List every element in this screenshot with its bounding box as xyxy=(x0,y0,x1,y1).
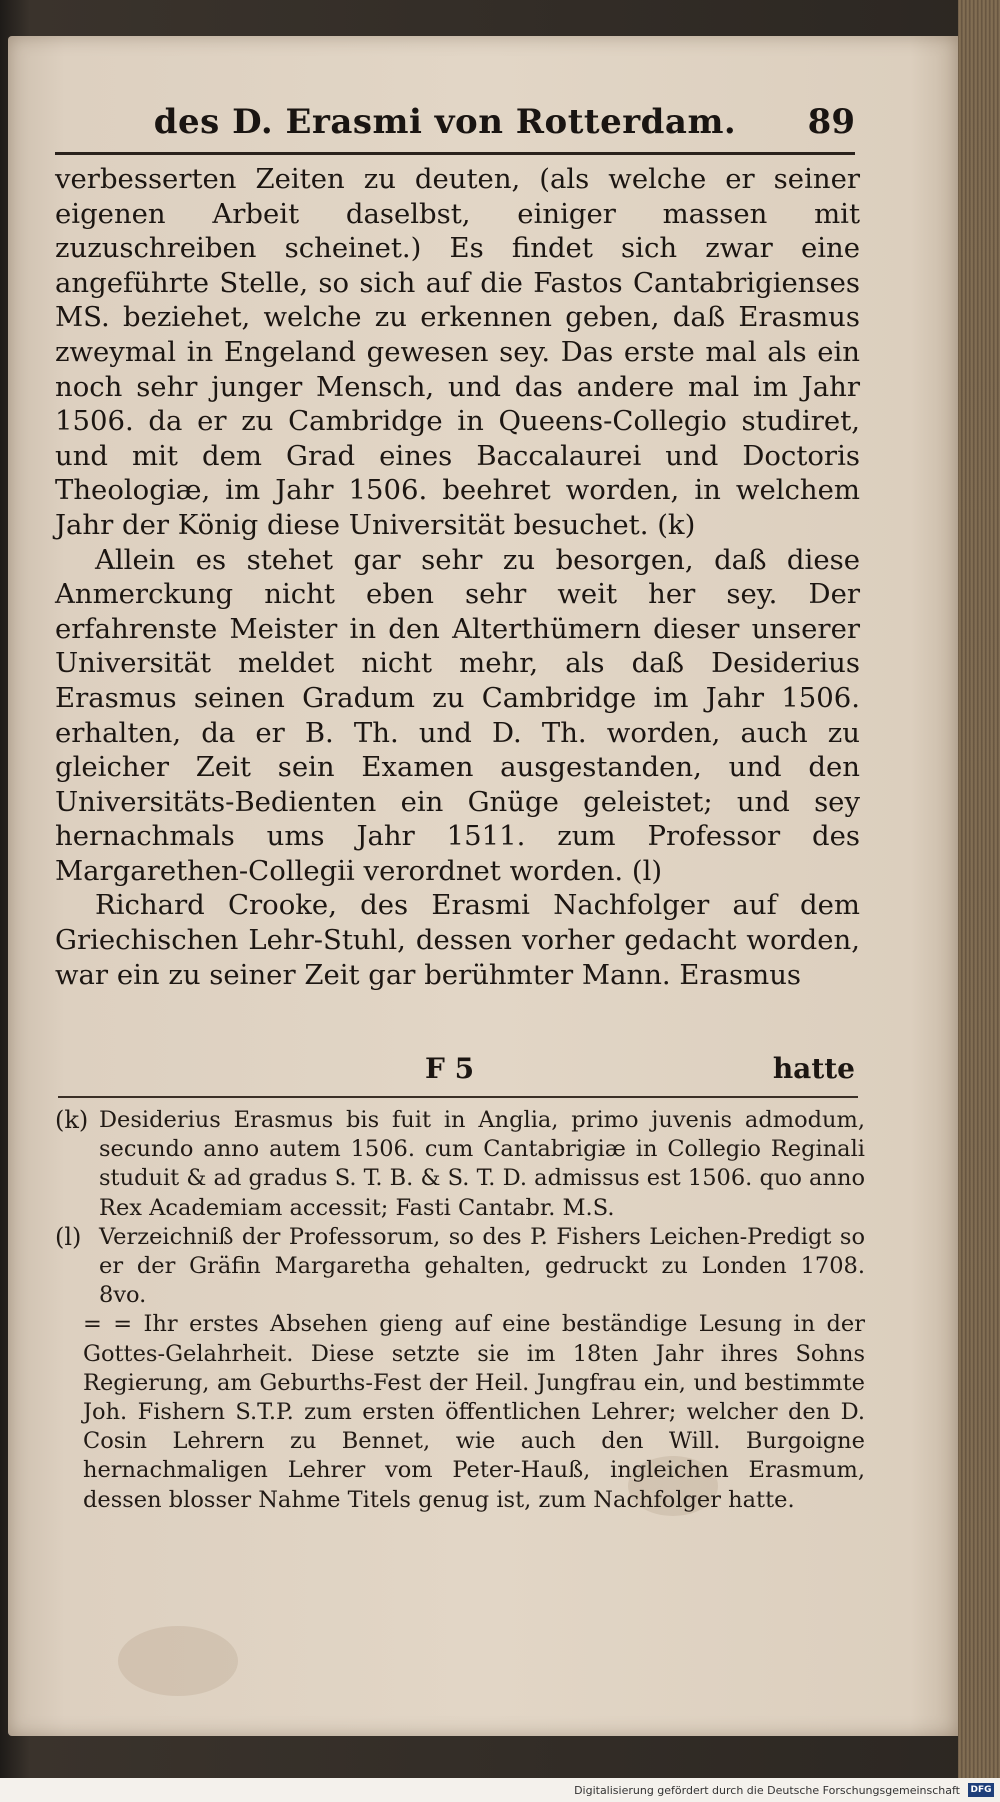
catchword: hatte xyxy=(772,1052,855,1085)
footnote-continuation: = = Ihr erstes Absehen gieng auf eine beständige Lesung in der Gottes-Gelahrheit. Diese setzte sie im 18ten Jahr ihres Sohns Regierung, am Geburths-Fest der Heil. Jungfrau ein, und bestimmte Joh. Fishern S.T.P. zum ersten öffentlichen Lehrer; welcher den D. Cosin Lehrern zu Bennet, wie auch den Will. Burgoigne hernachmaligen Lehrer vom Peter-Hauß, ingleichen Erasmum, dessen blosser Nahme Titels genug ist, zum Nachfolger hatte. xyxy=(83,1311,865,1513)
footer-credit: Digitalisierung gefördert durch die Deutsche Forschungsgemeinschaft xyxy=(574,1783,960,1797)
body-paragraph: Richard Crooke, des Erasmi Nachfolger auf dem Griechischen Lehr-Stuhl, dessen vorher gedacht worden, war ein zu seiner Zeit gar berühmter Mann. Erasmus xyxy=(55,889,860,991)
footnote-mark: (l) xyxy=(55,1222,82,1251)
digitization-footer xyxy=(0,1778,1000,1802)
signature-line xyxy=(55,1052,855,1092)
main-text xyxy=(55,162,860,992)
page-header xyxy=(55,92,855,142)
footnote-mark: (k) xyxy=(55,1106,89,1134)
page-number: 89 xyxy=(807,102,855,142)
running-title: des D. Erasmi von Rotterdam. xyxy=(153,102,737,142)
footnote-text: Desiderius Erasmus bis fuit in Anglia, primo juvenis admodum, secundo anno autem 1506. cum Cantabrigiæ in Collegio Reginali studuit & ad gradus S. T. B. & S. T. D. admissus est 1506. quo anno Rex Academiam accessit; Fasti Cantabr. M.S. xyxy=(99,1107,865,1221)
header-rule xyxy=(55,152,855,155)
body-paragraph: verbesserten Zeiten zu deuten, (als welche er seiner eigenen Arbeit daselbst, einiger massen mit zuzuschreiben scheinet.) Es findet sich zwar eine angeführte Stelle, so sich auf die Fastos Cantabrigienses MS. beziehet, welche zu erkennen geben, daß Erasmus zweymal in Engeland gewesen sey. Das erste mal als ein noch sehr junger Mensch, und das andere mal im Jahr 1506. da er zu Cambridge in Queens-Collegio studiret, und mit dem Grad eines Baccalaurei und Doctoris Theologiæ, im Jahr 1506. beehret worden, in welchem Jahr der König diese Universität besuchet. (k) xyxy=(55,163,860,541)
footnotes xyxy=(55,1106,865,1515)
footnote xyxy=(55,1223,865,1311)
book-edge xyxy=(958,0,1000,1802)
paper-stain xyxy=(118,1626,238,1696)
dfg-logo-icon: DFG xyxy=(968,1783,994,1797)
footnote-rule xyxy=(58,1096,858,1098)
body-paragraph: Allein es stehet gar sehr zu besorgen, daß diese Anmerckung nicht eben sehr weit her sey. Der erfahrenste Meister in den Alterthümern dieser unserer Universität meldet nicht mehr, als daß Desiderius Erasmus seinen Gradum zu Cambridge im Jahr 1506. erhalten, da er B. Th. und D. Th. worden, auch zu gleicher Zeit sein Examen ausgestanden, und den Universitäts-Bedienten ein Gnüge geleistet; und sey hernachmals ums Jahr 1511. zum Professor des Margarethen-Collegii verordnet worden. (l) xyxy=(55,543,860,887)
footnote-text: Verzeichniß der Professorum, so des P. Fishers Leichen-Predigt so er der Gräfin Margaretha gehalten, gedruckt zu Londen 1708. 8vo. xyxy=(99,1223,865,1309)
signature-mark: F 5 xyxy=(425,1052,475,1085)
footnote xyxy=(55,1106,865,1223)
